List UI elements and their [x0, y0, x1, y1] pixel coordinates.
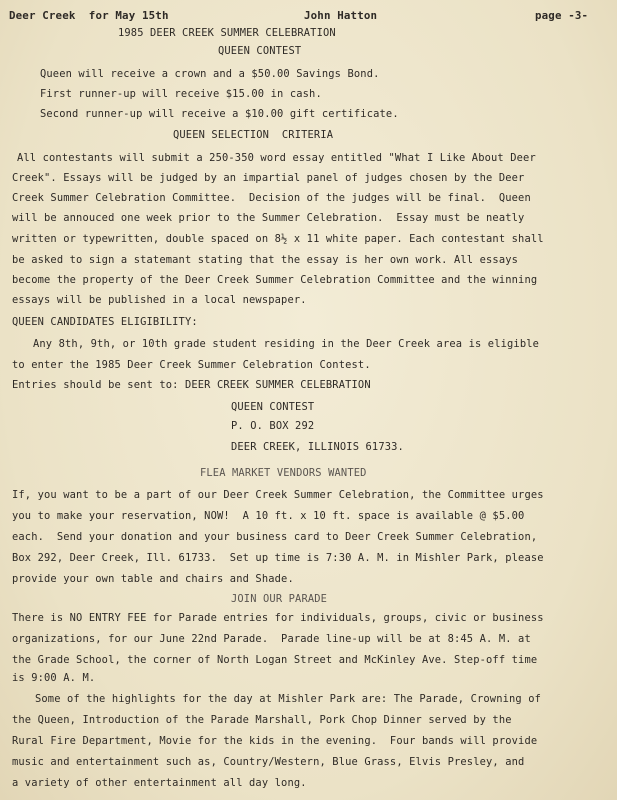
criteria-heading: QUEEN SELECTION CRITERIA — [173, 129, 334, 141]
criteria-line: be asked to sign a statemant stating that the essay is her own work. All essays — [12, 254, 519, 266]
address-line: DEER CREEK, ILLINOIS 61733. — [231, 441, 404, 453]
criteria-line: All contestants will submit a 250-350 word essay entitled "What I Like About Deer — [17, 152, 536, 164]
parade-line: organizations, for our June 22nd Parade. Parade line-up will be at 8:45 A. M. at — [12, 633, 531, 645]
queen-contest-heading: QUEEN CONTEST — [218, 45, 302, 57]
prize-line: First runner-up will receive $15.00 in cash. — [40, 88, 322, 100]
flea-market-line: If, you want to be a part of our Deer Creek Summer Celebration, the Committee urges — [12, 489, 544, 501]
highlights-line: the Queen, Introduction of the Parade Marshall, Pork Chop Dinner served by the — [12, 714, 512, 726]
criteria-line: essays will be published in a local newspaper. — [12, 294, 307, 306]
criteria-line: written or typewritten, double spaced on 8½ x 11 white paper. Each contestant shall — [12, 233, 544, 245]
flea-market-line: each. Send your donation and your business card to Deer Creek Summer Celebration, — [12, 531, 538, 543]
eligibility-line: to enter the 1985 Deer Creek Summer Celebration Contest. — [12, 359, 371, 371]
flea-market-line: you to make your reservation, NOW! A 10 ft. x 10 ft. space is available @ $5.00 — [12, 510, 525, 522]
criteria-line: will be annouced one week prior to the Summer Celebration. Essay must be neatly — [12, 212, 525, 224]
parade-line: There is NO ENTRY FEE for Parade entries for individuals, groups, civic or business — [12, 612, 544, 624]
address-line: P. O. BOX 292 — [231, 420, 315, 432]
eligibility-line: Entries should be sent to: DEER CREEK SUMMER CELEBRATION — [12, 379, 371, 391]
highlights-line: a variety of other entertainment all day long. — [12, 777, 307, 789]
eligibility-line: Any 8th, 9th, or 10th grade student residing in the Deer Creek area is eligible — [33, 338, 540, 350]
criteria-line: become the property of the Deer Creek Summer Celebration Committee and the winning — [12, 274, 538, 286]
flea-market-heading: FLEA MARKET VENDORS WANTED — [200, 467, 367, 479]
highlights-line: Rural Fire Department, Movie for the kids in the evening. Four bands will provide — [12, 735, 538, 747]
flea-market-line: provide your own table and chairs and Shade. — [12, 573, 294, 585]
parade-line: is 9:00 A. M. — [12, 672, 96, 684]
criteria-line: Creek". Essays will be judged by an impartial panel of judges chosen by the Deer — [12, 172, 525, 184]
header-author: John Hatton — [304, 9, 378, 22]
highlights-line: music and entertainment such as, Country/Western, Blue Grass, Elvis Presley, and — [12, 756, 525, 768]
address-line: QUEEN CONTEST — [231, 401, 315, 413]
criteria-line: Creek Summer Celebration Committee. Decision of the judges will be final. Queen — [12, 192, 531, 204]
highlights-line: Some of the highlights for the day at Mishler Park are: The Parade, Crowning of — [35, 693, 542, 705]
eligibility-heading: QUEEN CANDIDATES ELIGIBILITY: — [12, 316, 198, 328]
prize-line: Queen will receive a crown and a $50.00 Savings Bond. — [40, 68, 380, 80]
parade-line: the Grade School, the corner of North Logan Street and McKinley Ave. Step-off time — [12, 654, 538, 666]
document-title: 1985 DEER CREEK SUMMER CELEBRATION — [118, 27, 336, 39]
prize-line: Second runner-up will receive a $10.00 gift certificate. — [40, 108, 399, 120]
flea-market-line: Box 292, Deer Creek, Ill. 61733. Set up time is 7:30 A. M. in Mishler Park, please — [12, 552, 544, 564]
header-page-number: page -3- — [535, 9, 589, 22]
header-dateline: Deer Creek for May 15th — [9, 9, 169, 22]
parade-heading: JOIN OUR PARADE — [231, 593, 328, 605]
